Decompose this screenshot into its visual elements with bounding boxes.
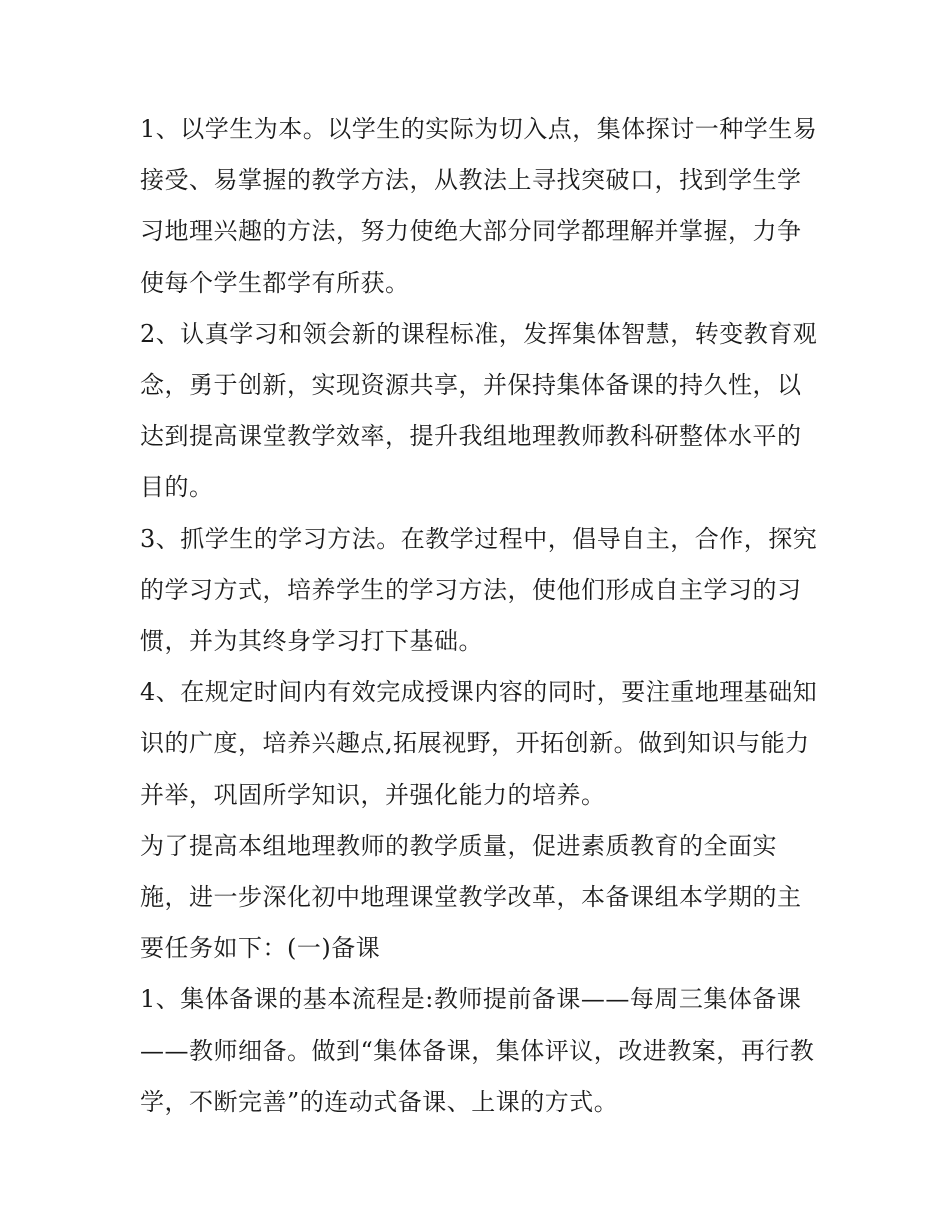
paragraph-1: 1、以学生为本。以学生的实际为切入点，集体探讨一种学生易接受、易掌握的教学方法，从教法上寻找突破口，找到学生学习地理兴趣的方法，努力使绝大部分同学都理解并掌握，力争使每个学生都学有所获。 (140, 115, 818, 297)
paragraph-4: 4、在规定时间内有效完成授课内容的同时，要注重地理基础知识的广度，培养兴趣点,拓展视野，开拓创新。做到知识与能力并举，巩固所学知识，并强化能力的培养。 (140, 678, 818, 809)
document-body (140, 104, 820, 1128)
paragraph-2: 2、认真学习和领会新的课程标准，发挥集体智慧，转变教育观念，勇于创新，实现资源共享，并保持集体备课的持久性，以达到提高课堂教学效率，提升我组地理教师教科研整体水平的目的。 (140, 319, 818, 502)
paragraph-5: 为了提高本组地理教师的教学质量，促进素质教育的全面实施，进一步深化初中地理课堂教学改革，本备课组本学期的主要任务如下：(一)备课 (140, 831, 802, 963)
paragraph-3: 3、抓学生的学习方法。在教学过程中，倡导自主，合作，探究的学习方式，培养学生的学习方法，使他们形成自主学习的习惯，并为其终身学习打下基础。 (140, 524, 818, 656)
paragraph-6: 1、集体备课的基本流程是:教师提前备课——每周三集体备课——教师细备。做到“集体备课，集体评议，改进教案，再行教学，不断完善”的连动式备课、上课的方式。 (140, 985, 815, 1116)
